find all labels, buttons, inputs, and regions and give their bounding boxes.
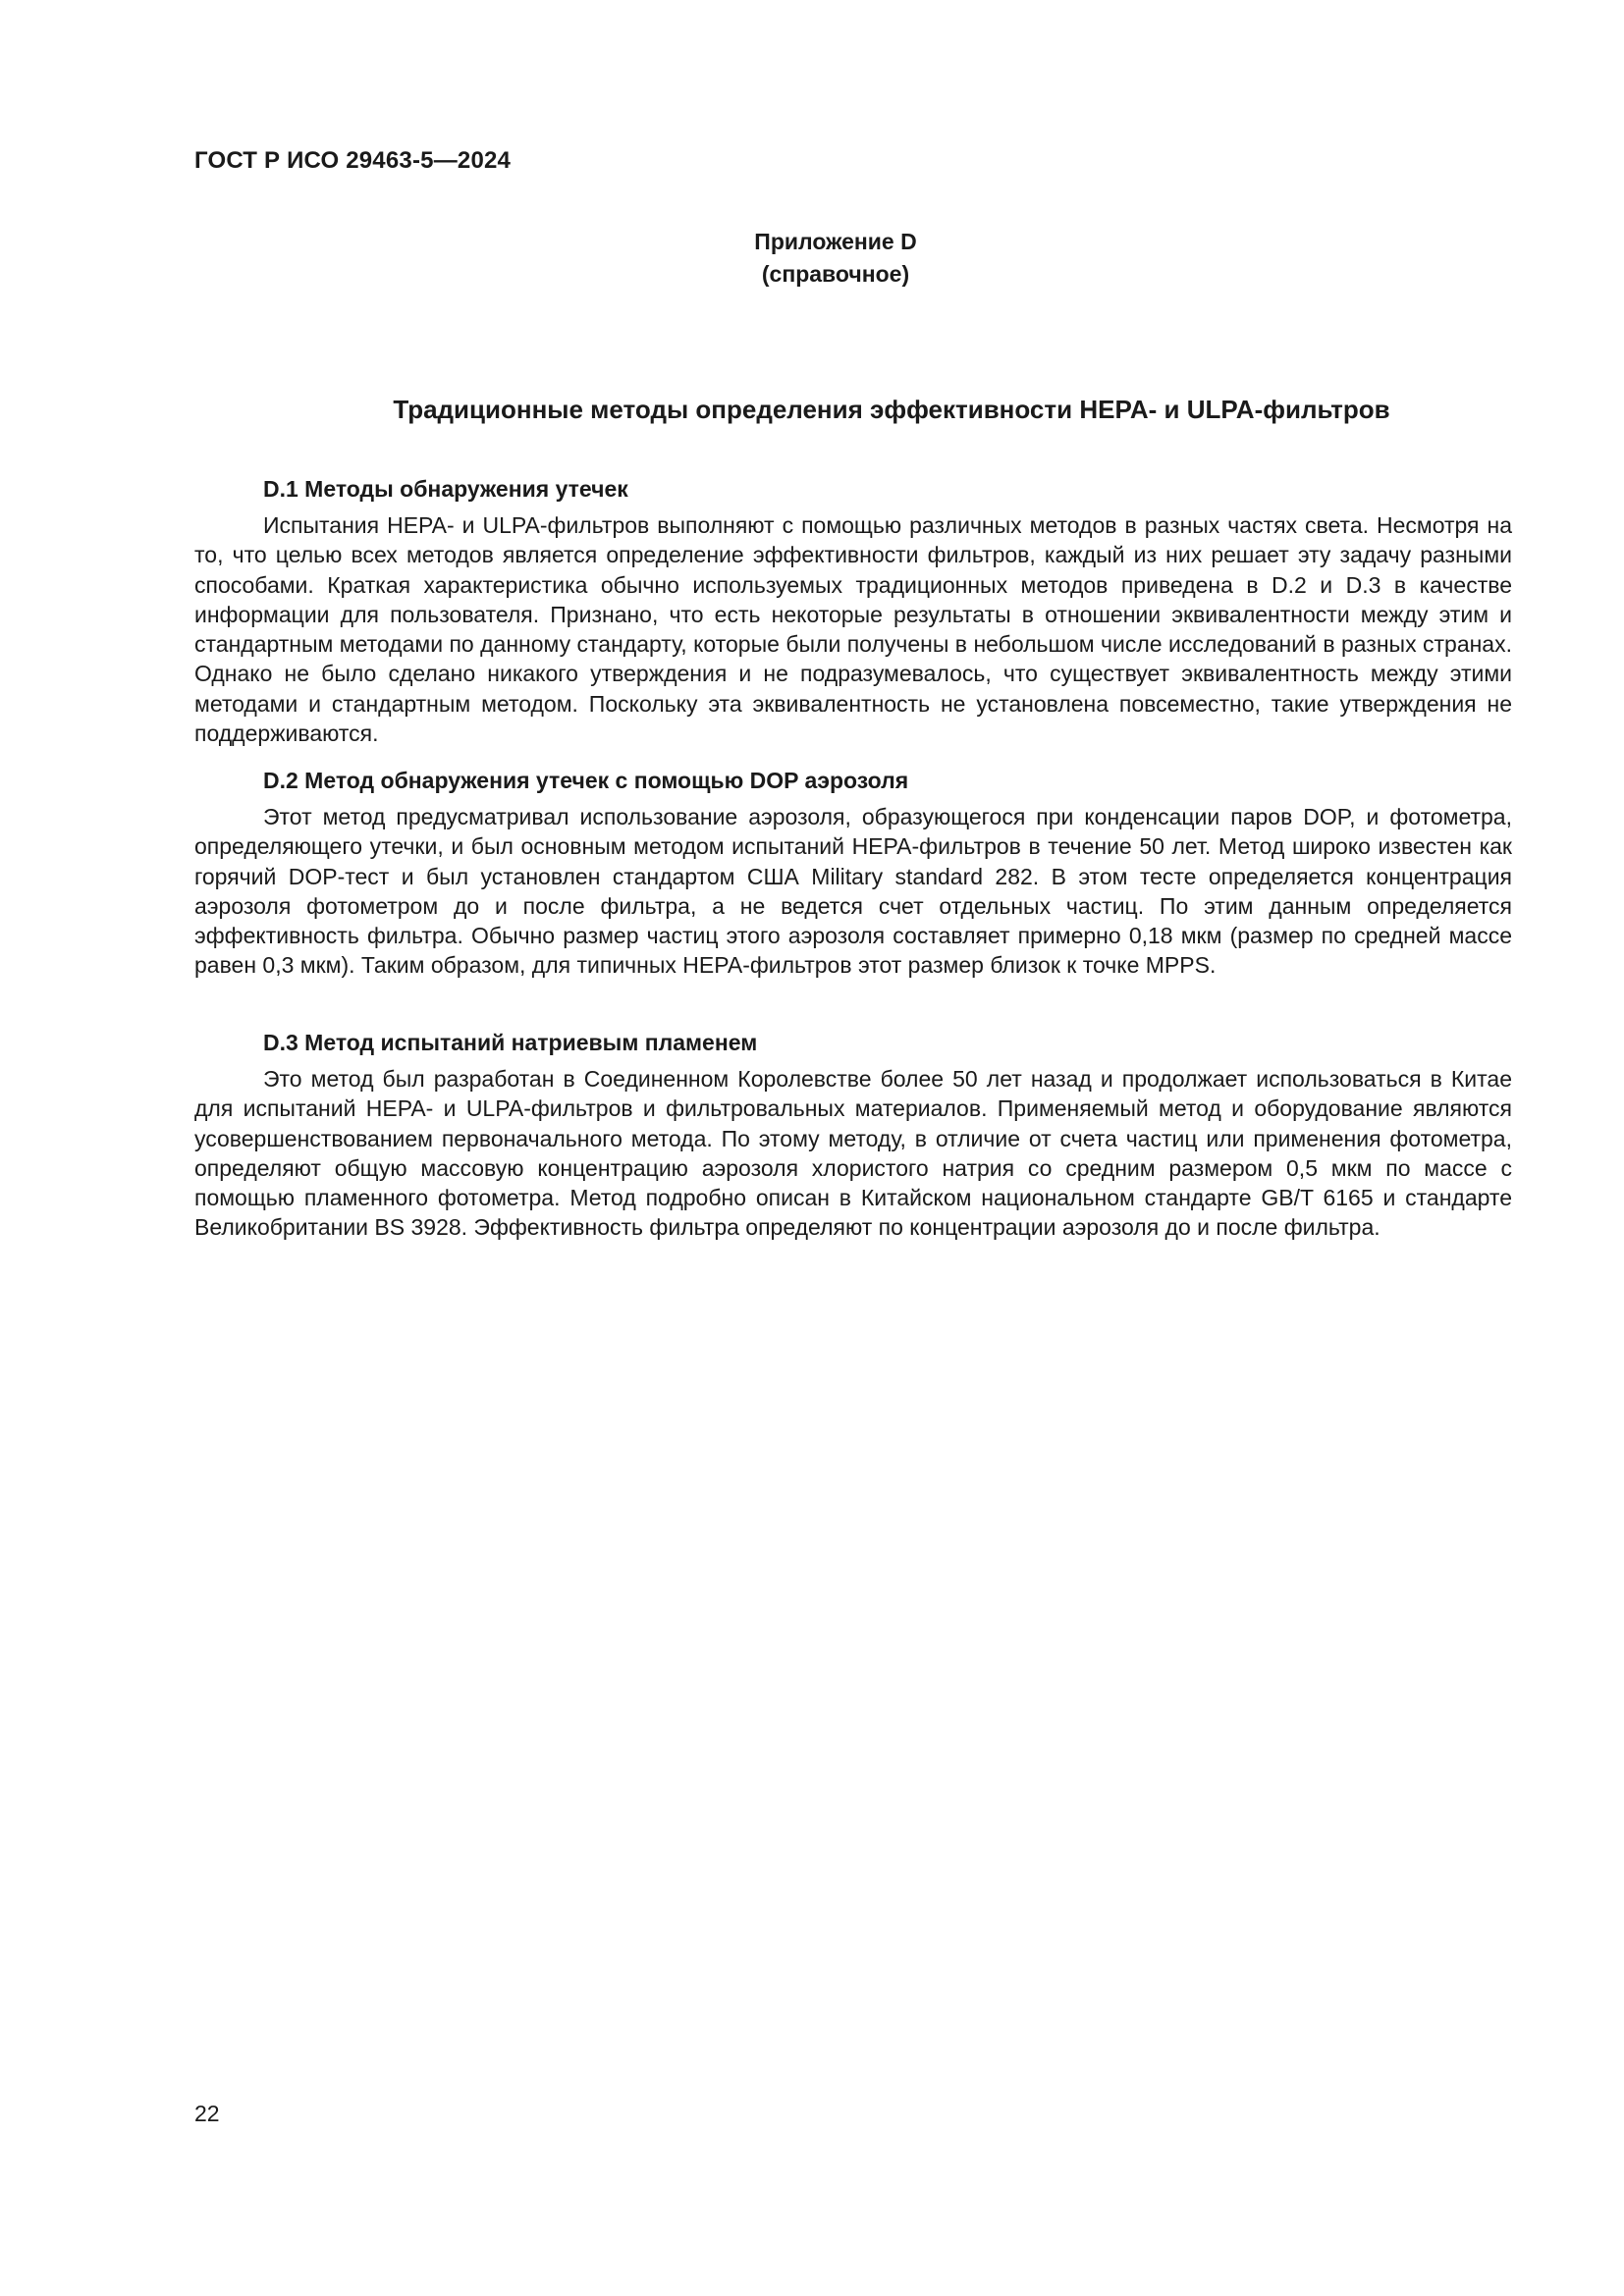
- appendix-heading: [0, 226, 1624, 291]
- section-heading: D.1 Методы обнаружения утечек: [263, 476, 628, 502]
- section-heading: D.2 Метод обнаружения утечек с помощью DOP аэрозоля: [263, 768, 909, 793]
- section-d2: [194, 766, 1512, 981]
- section-heading: D.3 Метод испытаний натриевым пламенем: [263, 1030, 758, 1055]
- document-header: ГОСТ Р ИСО 29463-5—2024: [194, 147, 512, 174]
- section-paragraph: Это метод был разработан в Соединенном Королевстве более 50 лет назад и продолжает использоваться в Китае для испытаний HEPA- и ULPA-фильтров и фильтровальных материалов. Применяемый метод и оборудование являются усовершенствованием первоначального метода. По этому методу, в отличие от счета частиц или применения фотометра, определяют общую массовую концентрацию аэрозоля хлористого натрия со средним размером 0,5 мкм по массе с помощью пламенного фотометра. Метод подробно описан в Китайском национальном стандарте GB/T 6165 и стандарте Великобритании BS 3928. Эффективность фильтра определяют по концентрации аэрозоля до и после фильтра.: [194, 1066, 1512, 1241]
- page-title: Традиционные методы определения эффективности HEPA- и ULPA-фильтров: [393, 395, 1390, 424]
- section-paragraph: Этот метод предусматривал использование аэрозоля, образующегося при конденсации паров DOP, и фотометра, определяющего утечки, и был основным методом испытаний HEPA-фильтров в течение 50 лет. Метод широко известен как горячий DOP-тест и был установлен стандартом США Military standard 282. В этом тесте определяется концентрация аэрозоля фотометром до и после фильтра, а не ведется счет отдельных частиц. По этим данным определяется эффективность фильтра. Обычно размер частиц этого аэрозоля составляет примерно 0,18 мкм (размер по средней массе равен 0,3 мкм). Таким образом, для типичных HEPA-фильтров этот размер близок к точке MPPS.: [194, 804, 1512, 979]
- page-number: 22: [194, 2101, 220, 2126]
- section-paragraph: Испытания HEPA- и ULPA-фильтров выполняют с помощью различных методов в разных частях света. Несмотря на то, что целью всех методов является определение эффективности фильтров, каждый из них решает эту задачу разными способами. Краткая характеристика обычно используемых традиционных методов приведена в D.2 и D.3 в качестве информации для пользователя. Признано, что есть некоторые результаты в отношении эквивалентности между этим и стандартным методами по данному стандарту, которые были получены в небольшом числе исследований в разных странах. Однако не было сделано никакого утверждения и не подразумевалось, что существует эквивалентность между этими методами и стандартным методом. Поскольку эта эквивалентность не установлена повсеместно, такие утверждения не поддерживаются.: [194, 512, 1512, 747]
- appendix-type: (справочное): [761, 261, 910, 287]
- appendix-label: Приложение D: [754, 229, 917, 254]
- section-d3: [194, 1028, 1512, 1243]
- section-d1: [194, 474, 1512, 748]
